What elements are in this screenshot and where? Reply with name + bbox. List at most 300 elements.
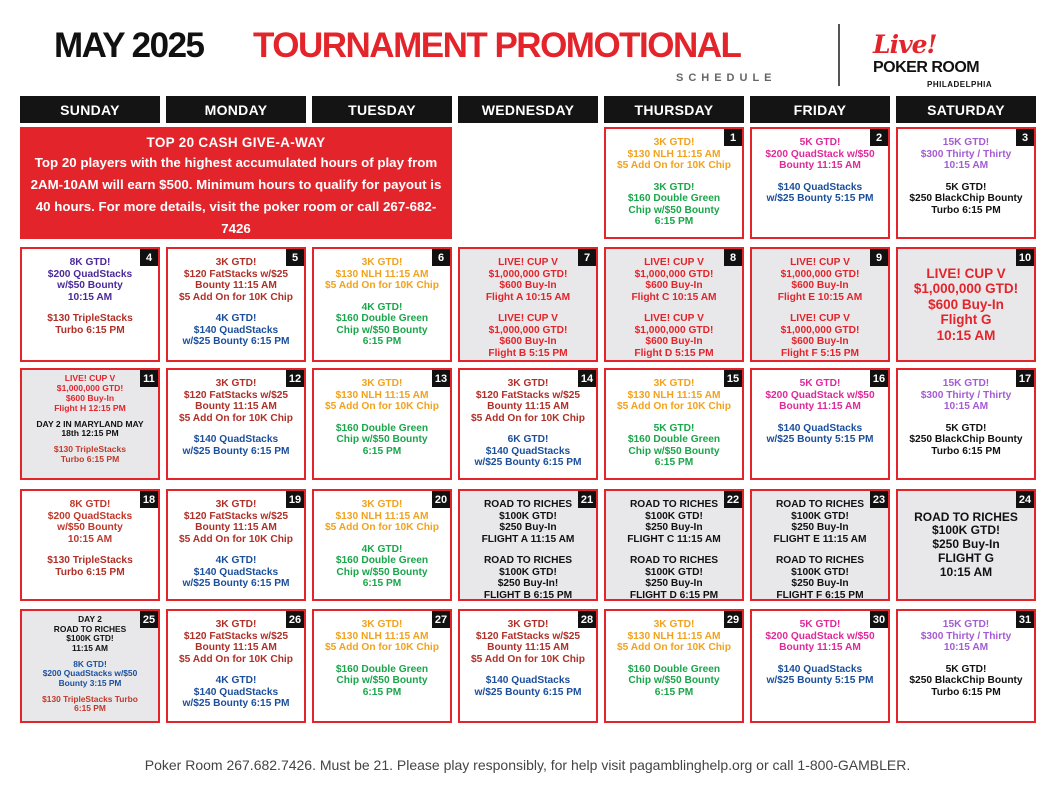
title-subtitle: SCHEDULE [676, 72, 777, 84]
day-number: 20 [432, 491, 450, 508]
calendar-day-17 [896, 368, 1036, 480]
event-line: $140 QuadStacks [777, 422, 863, 434]
event-line: w/$25 Bounty 6:15 PM [474, 457, 582, 468]
event-block [909, 423, 1022, 458]
event-line: Flight G [940, 312, 992, 328]
event-line: 10:15 AM [943, 401, 989, 412]
event-line: 3K GTD! [361, 499, 403, 510]
day-events [22, 372, 158, 476]
event-line: w/$25 Bounty 6:15 PM [474, 686, 582, 698]
calendar-day-1 [604, 127, 744, 239]
event-line: $600 Buy-In [928, 296, 1004, 312]
event-line: $130 TripleStacks [47, 555, 133, 566]
event-line: Bounty 11:15 AM [195, 401, 277, 412]
event-block [486, 257, 570, 303]
event-block [179, 499, 293, 545]
day-header-thursday: THURSDAY [604, 96, 744, 123]
event-line: Chip w/$50 Bounty [336, 566, 428, 578]
day-events [606, 372, 742, 476]
event-line: $130 TripleStacks Turbo [42, 693, 138, 704]
calendar-day-16 [750, 368, 890, 480]
footer-disclaimer: Poker Room 267.682.7426. Must be 21. Please play responsibly, for help visit pagamblinghelp.org or call 1-800-GAMBLER. [144, 757, 911, 773]
event-line: 8K GTD! [69, 499, 111, 510]
event-line: ROAD TO RICHES [629, 499, 719, 510]
day-number: 18 [140, 491, 158, 508]
event-line: FLIGHT B 6:15 PM [483, 589, 573, 601]
event-block [336, 423, 428, 458]
day-events [752, 493, 888, 601]
event-line: Flight D 5:15 PM [634, 347, 714, 359]
event-block [475, 434, 582, 469]
calendar-day-25 [20, 609, 160, 723]
event-line: $130 TripleStacks [47, 313, 133, 324]
event-line: $1,000,000 GTD! [634, 324, 714, 336]
day-number: 14 [578, 370, 596, 387]
calendar-day-29 [604, 609, 744, 723]
calendar-day-6 [312, 247, 452, 362]
event-line: $5 Add On for 10K Chip [179, 533, 293, 545]
event-block [183, 555, 290, 590]
event-line: 4K GTD! [215, 313, 257, 324]
event-block [36, 420, 143, 440]
day-events [314, 613, 450, 719]
event-block [179, 619, 293, 665]
event-block [43, 660, 138, 689]
event-block [471, 619, 585, 665]
day-number: 9 [870, 249, 888, 266]
event-line: LIVE! CUP V [644, 313, 704, 324]
day-number: 21 [578, 491, 596, 508]
event-line: ROAD TO RICHES [483, 555, 573, 566]
event-line: 10:15 AM [939, 564, 993, 579]
event-line: $5 Add On for 10K Chip [179, 291, 293, 303]
event-line: Bounty 11:15 AM [779, 642, 861, 653]
event-block [47, 555, 133, 578]
event-line: 10:15 AM [67, 291, 113, 303]
event-line: $300 Thirty / Thirty [920, 148, 1012, 160]
event-block [336, 544, 428, 590]
day-header-wednesday: WEDNESDAY [458, 96, 598, 123]
calendar-day-18 [20, 489, 160, 601]
event-line: $100K GTD! [66, 633, 114, 644]
event-block [336, 302, 428, 348]
calendar-day-22 [604, 489, 744, 601]
event-line: $1,000,000 GTD! [488, 268, 568, 280]
calendar-day-4 [20, 247, 160, 362]
event-line: Chip w/$50 Bounty [336, 434, 428, 445]
event-line: $120 FatStacks w/$25 [183, 510, 289, 522]
event-line: 6:15 PM [362, 578, 402, 589]
event-line: Flight E 10:15 AM [777, 291, 863, 303]
event-line: 5K GTD! [945, 663, 987, 675]
day-header-friday: FRIDAY [750, 96, 890, 123]
event-line: w/$25 Bounty 5:15 PM [766, 193, 874, 204]
event-line: $200 QuadStacks [47, 510, 133, 522]
event-line: $160 Double Green [335, 555, 429, 566]
event-line: $200 QuadStacks [47, 268, 133, 280]
event-line: $5 Add On for 10K Chip [471, 412, 585, 424]
event-line: 3K GTD! [215, 257, 257, 268]
event-block [914, 266, 1018, 344]
day-number: 15 [724, 370, 742, 387]
event-line: 10:15 AM [936, 327, 996, 343]
event-line: DAY 2 IN MARYLAND MAY [36, 418, 144, 429]
event-line: $5 Add On for 10K Chip [325, 280, 439, 291]
event-line: $5 Add On for 10K Chip [617, 642, 731, 653]
calendar-day-7 [458, 247, 598, 362]
event-line: $5 Add On for 10K Chip [325, 401, 439, 412]
event-line: Chip w/$50 Bounty [628, 445, 720, 457]
day-events [314, 372, 450, 476]
event-line: 5K GTD! [799, 619, 841, 630]
event-line: 5K GTD! [653, 422, 695, 434]
event-line: $100K GTD! [931, 523, 1000, 538]
event-line: w/$25 Bounty 6:15 PM [182, 578, 290, 589]
event-line: $130 NLH 11:15 AM [627, 389, 721, 401]
event-line: $100K GTD! [791, 566, 849, 578]
event-line: $250 BlackChip Bounty [909, 675, 1023, 686]
day-events [314, 493, 450, 597]
event-line: 4K GTD! [215, 675, 257, 686]
event-line: $130 TripleStacks [53, 444, 127, 455]
day-number: 31 [1016, 611, 1034, 628]
event-line: $120 FatStacks w/$25 [475, 630, 581, 642]
event-line: 3K GTD! [653, 619, 695, 630]
day-events [898, 493, 1034, 597]
calendar-day-23 [750, 489, 890, 601]
event-line: FLIGHT A 11:15 AM [481, 533, 575, 545]
event-block [631, 257, 716, 303]
event-line: $140 QuadStacks [193, 566, 279, 578]
event-line: 3K GTD! [215, 619, 257, 630]
day-events [22, 613, 158, 719]
event-line: LIVE! CUP V [498, 313, 558, 324]
event-line: 6:15 PM [654, 457, 694, 468]
event-block [325, 257, 439, 292]
event-block [767, 664, 874, 687]
event-line: $140 QuadStacks [777, 181, 863, 193]
logo-live: Live! [873, 30, 937, 59]
event-block [48, 499, 132, 545]
event-line: w/$25 Bounty 6:15 PM [182, 336, 290, 347]
event-line: $250 Buy-In [645, 578, 703, 589]
event-line: $160 Double Green [627, 434, 721, 445]
event-line: $130 NLH 11:15 AM [335, 630, 429, 642]
day-number: 1 [724, 129, 742, 146]
day-events [606, 493, 742, 601]
event-line: 11:15 AM [72, 642, 108, 653]
calendar-day-14 [458, 368, 598, 480]
event-line: 3K GTD! [653, 137, 695, 148]
calendar-day-12 [166, 368, 306, 480]
header [0, 0, 1055, 95]
event-block [54, 374, 126, 414]
event-line: $160 Double Green [335, 422, 429, 434]
day-number: 19 [286, 491, 304, 508]
event-line: $100K GTD! [645, 510, 703, 522]
day-events [22, 493, 158, 597]
header-divider [838, 24, 840, 86]
day-events [460, 251, 596, 358]
event-line: ROAD TO RICHES [775, 499, 865, 510]
event-line: 3K GTD! [215, 378, 257, 389]
day-number: 12 [286, 370, 304, 387]
event-line: $5 Add On for 10K Chip [325, 642, 439, 653]
event-line: LIVE! CUP V [644, 257, 704, 268]
event-block [909, 664, 1022, 699]
event-line: Flight H 12:15 PM [54, 402, 126, 413]
event-block [183, 313, 290, 348]
day-events [752, 131, 888, 235]
event-line: $200 QuadStack w/$50 [765, 630, 875, 642]
day-events [168, 372, 304, 476]
event-line: $5 Add On for 10K Chip [471, 653, 585, 665]
event-line: 5K GTD! [799, 378, 841, 389]
day-events [168, 613, 304, 719]
event-line: $5 Add On for 10K Chip [179, 412, 293, 424]
event-line: 15K GTD! [942, 378, 990, 389]
event-block [778, 257, 863, 303]
event-line: FLIGHT E 11:15 AM [773, 533, 867, 545]
event-line: 6:15 PM [362, 686, 402, 698]
event-line: $600 Buy-In [645, 280, 703, 291]
event-line: 8K GTD! [69, 257, 111, 268]
calendar-day-3 [896, 127, 1036, 239]
event-line: 3K GTD! [507, 378, 549, 389]
day-events [752, 251, 888, 358]
event-line: $5 Add On for 10K Chip [179, 653, 293, 665]
event-line: ROAD TO RICHES [483, 499, 573, 510]
event-block [54, 445, 126, 465]
event-line: $1,000,000 GTD! [488, 324, 568, 336]
event-line: $140 QuadStacks [193, 434, 279, 445]
day-events [460, 493, 596, 601]
calendar-day-30 [750, 609, 890, 723]
day-events [606, 251, 742, 358]
event-line: LIVE! CUP V [790, 257, 850, 268]
logo-city: PHILADELPHIA [927, 80, 993, 89]
event-line: ROAD TO RICHES [775, 555, 865, 566]
event-line: 6:15 PM [362, 336, 402, 347]
event-line: ROAD TO RICHES [914, 509, 1018, 524]
event-line: $600 Buy-In [791, 280, 849, 291]
event-line: 3K GTD! [653, 181, 695, 193]
day-events [168, 251, 304, 358]
event-line: Chip w/$50 Bounty [628, 204, 720, 216]
event-line: Flight C 10:15 AM [631, 291, 717, 303]
event-line: $250 Buy-In [499, 522, 557, 533]
event-line: $1,000,000 GTD! [634, 268, 714, 280]
event-block [488, 313, 567, 359]
day-events [752, 372, 888, 476]
event-line: $600 Buy-In [65, 392, 115, 403]
event-line: w/$25 Bounty 6:15 PM [182, 698, 290, 709]
calendar-day-11 [20, 368, 160, 480]
calendar-day-13 [312, 368, 452, 480]
day-number: 4 [140, 249, 158, 266]
day-header-saturday: SATURDAY [896, 96, 1036, 123]
event-line: $160 Double Green [627, 663, 721, 675]
event-line: Bounty 11:15 AM [487, 642, 569, 653]
event-line: $130 NLH 11:15 AM [627, 148, 721, 160]
event-line: $250 Buy-In [791, 578, 849, 589]
event-line: ROAD TO RICHES [629, 555, 719, 566]
day-number: 3 [1016, 129, 1034, 146]
event-line: $160 Double Green [627, 193, 721, 204]
event-block [617, 619, 731, 654]
event-line: $140 QuadStacks [193, 686, 279, 698]
event-line: 6:15 PM [362, 445, 402, 457]
event-line: $100K GTD! [499, 510, 557, 522]
event-line: Bounty 11:15 AM [779, 401, 861, 412]
calendar-day-2 [750, 127, 890, 239]
event-line: w/$50 Bounty [57, 522, 123, 533]
event-block [484, 555, 572, 601]
event-line: 5K GTD! [945, 422, 987, 434]
event-line: $140 QuadStacks [485, 445, 571, 457]
event-block [628, 182, 720, 228]
event-line: $200 QuadStack w/$50 [765, 389, 875, 401]
event-line: w/$50 Bounty [57, 280, 123, 291]
event-block [765, 378, 874, 413]
event-line: $250 Buy-In [645, 522, 703, 533]
event-line: $120 FatStacks w/$25 [183, 630, 289, 642]
event-block [179, 257, 293, 303]
event-line: LIVE! CUP V [926, 265, 1006, 281]
event-line: 10:15 AM [943, 642, 989, 653]
event-line: $100K GTD! [645, 566, 703, 578]
event-line: $5 Add On for 10K Chip [325, 522, 439, 533]
event-line: $300 Thirty / Thirty [920, 389, 1012, 401]
event-block [54, 615, 126, 654]
event-block [628, 664, 720, 699]
event-block [628, 423, 720, 469]
event-line: 15K GTD! [942, 137, 990, 148]
event-block [627, 499, 721, 545]
event-line: 18th 12:15 PM [61, 428, 119, 439]
event-block [475, 675, 582, 698]
event-line: w/$25 Bounty 5:15 PM [766, 675, 874, 686]
event-block [48, 257, 132, 303]
event-line: w/$25 Bounty 6:15 PM [182, 445, 290, 457]
day-events [460, 372, 596, 476]
day-number: 27 [432, 611, 450, 628]
event-line: $140 QuadStacks [777, 663, 863, 675]
event-block [921, 378, 1012, 413]
event-line: $1,000,000 GTD! [56, 382, 124, 393]
event-line: $120 FatStacks w/$25 [183, 268, 289, 280]
event-line: Bounty 11:15 AM [779, 160, 861, 171]
day-events [606, 613, 742, 719]
day-events [898, 131, 1034, 235]
event-line: $600 Buy-In [791, 336, 849, 347]
day-events [22, 251, 158, 358]
event-line: 5K GTD! [945, 181, 987, 193]
calendar-day-27 [312, 609, 452, 723]
event-line: $100K GTD! [791, 510, 849, 522]
event-block [471, 378, 585, 424]
event-block [42, 695, 138, 714]
calendar-day-20 [312, 489, 452, 601]
event-block [325, 619, 439, 654]
event-line: Bounty 11:15 AM [487, 401, 569, 412]
event-line: 4K GTD! [361, 543, 403, 555]
promo-title: TOP 20 CASH GIVE-A-WAY [146, 135, 326, 150]
day-number: 2 [870, 129, 888, 146]
event-line: FLIGHT G [937, 550, 994, 565]
event-line: $250 Buy-In [932, 537, 1000, 552]
event-line: 3K GTD! [361, 257, 403, 268]
event-line: $250 Buy-In [791, 522, 849, 533]
event-line: $5 Add On for 10K Chip [617, 160, 731, 171]
event-line: $250 Buy-In! [497, 578, 559, 589]
day-number: 6 [432, 249, 450, 266]
event-line: $300 Thirty / Thirty [920, 630, 1012, 642]
event-line: LIVE! CUP V [498, 257, 558, 268]
calendar-day-28 [458, 609, 598, 723]
day-events [168, 493, 304, 597]
event-line: $160 Double Green [335, 663, 429, 675]
event-line: Chip w/$50 Bounty [336, 675, 428, 686]
calendar-day-21 [458, 489, 598, 601]
event-line: LIVE! CUP V [790, 313, 850, 324]
event-block [776, 555, 864, 601]
event-line: Turbo 6:15 PM [931, 204, 1001, 216]
event-line: $130 NLH 11:15 AM [335, 510, 429, 522]
calendar-day-10 [896, 247, 1036, 362]
day-events [898, 372, 1034, 476]
day-number: 26 [286, 611, 304, 628]
event-line: 6K GTD! [507, 434, 549, 445]
day-header-sunday: SUNDAY [20, 96, 160, 123]
event-line: 3K GTD! [507, 619, 549, 630]
day-header-tuesday: TUESDAY [312, 96, 452, 123]
event-line: $600 Buy-In [645, 336, 703, 347]
event-line: Flight F 5:15 PM [780, 347, 860, 359]
event-line: $100K GTD! [499, 566, 557, 578]
event-line: 15K GTD! [942, 619, 990, 630]
event-block [47, 313, 133, 336]
calendar-day-19 [166, 489, 306, 601]
day-events [314, 251, 450, 358]
promo-box [20, 127, 452, 239]
calendar-day-5 [166, 247, 306, 362]
event-line: 6:15 PM [654, 686, 694, 698]
event-line: $130 NLH 11:15 AM [335, 389, 429, 401]
day-events [898, 251, 1034, 358]
calendar-day-8 [604, 247, 744, 362]
event-line: FLIGHT F 6:15 PM [776, 589, 864, 601]
event-block [617, 378, 731, 413]
event-line: 4K GTD! [215, 555, 257, 566]
event-line: Turbo 6:15 PM [55, 566, 125, 578]
logo-poker-room: POKER ROOM [873, 59, 980, 76]
event-line: ROAD TO RICHES [53, 623, 127, 634]
title-main: TOURNAMENT PROMOTIONAL [253, 26, 741, 65]
event-block [767, 182, 874, 205]
promo-body: Top 20 players with the highest accumulated hours of play from 2AM-10AM will earn $500. Minimum hours to qualify for payout is 40 hours. For more details, visit the poker room or call 267-682-7426 [30, 155, 442, 236]
event-line: w/$25 Bounty 5:15 PM [766, 434, 874, 445]
event-line: 10:15 AM [943, 160, 989, 171]
event-block [773, 499, 866, 545]
day-number: 7 [578, 249, 596, 266]
event-line: LIVE! CUP V [64, 373, 116, 383]
event-line: $120 FatStacks w/$25 [183, 389, 289, 401]
event-line: Turbo 6:15 PM [931, 445, 1001, 457]
event-block [765, 619, 874, 654]
event-block [179, 378, 293, 424]
title-month: MAY 2025 [54, 26, 204, 65]
